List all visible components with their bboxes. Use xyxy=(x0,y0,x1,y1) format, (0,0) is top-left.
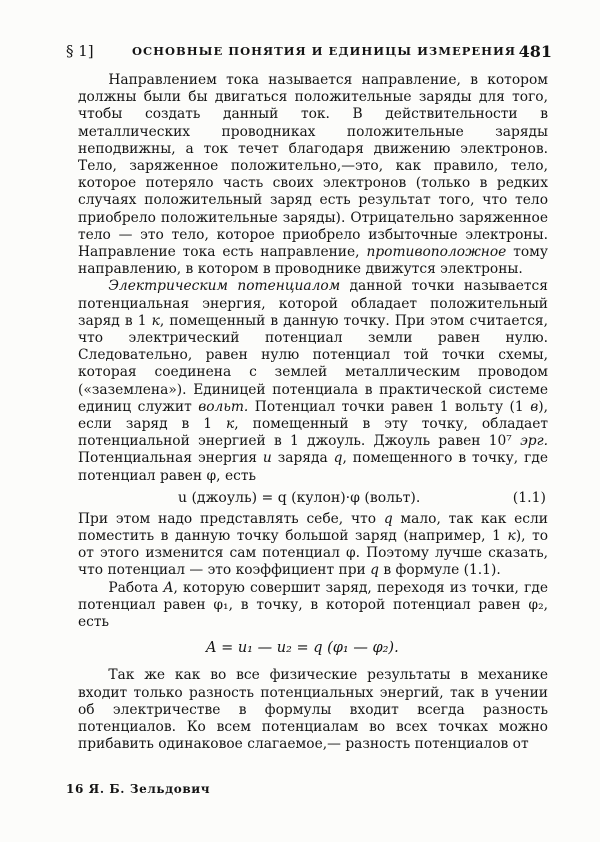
body-text xyxy=(78,72,548,753)
paragraph-potential-definition: Электрическим потенциалом данной точки называется потенциальная энергия, которой обладает положительный заряд в 1 к, помещенный в данную точку. При этом считается, что электрический потенциал земли равен нулю. Следовательно, равен нулю потенциал той точки схемы, которая соединена с землей металлическим проводом («заземлена»). Единицей потенциала в практической системе единиц служит вольт. Потенциал точки равен 1 вольту (1 в), если заряд в 1 к, помещенный в эту точку, обладает потенциальной энергией в 1 джоуль. Джоуль равен 10⁷ эрг. Потенциальная энергия u заряда q, помещенного в точку, где потенциал равен φ, есть xyxy=(78,278,549,484)
page-number: 481 xyxy=(518,42,552,61)
paragraph-small-charge: При этом надо представлять себе, что q мало, так как если поместить в данную точку большой заряд (например, 1 к), то от этого изменится сам потенциал φ. Поэтому лучше сказать, что потенциал — это коэффициент при q в формуле (1.1). xyxy=(78,510,549,579)
section-marker: § 1] xyxy=(66,42,94,60)
signature-mark: 16 Я. Б. Зельдович xyxy=(66,782,211,796)
running-header xyxy=(66,42,552,66)
equation-number: (1.1) xyxy=(512,489,546,506)
paragraph-work: Работа A, которую совершит заряд, переходя из точки, где потенциал равен φ₁, в точку, в которой потенциал равен φ₂, есть xyxy=(78,579,548,631)
running-title: ОСНОВНЫЕ ПОНЯТИЯ И ЕДИНИЦЫ ИЗМЕРЕНИЯ xyxy=(132,44,517,58)
formula-expression: u (джоуль) = q (кулон)·φ (вольт). xyxy=(178,489,421,506)
term-erg: эрг. xyxy=(520,433,548,450)
formula-1-1 xyxy=(78,487,548,509)
paragraph-potential-difference: Так же как во все физические результаты в механике входит только разность потенциальных энергий, так в учении об электричестве в формулы входит всегда разность потенциалов. Ко всем потенциалам во всех точках можно прибавить одинаковое слагаемое,— разность потенциалов от xyxy=(78,667,548,753)
formula-work-expression: A = u₁ — u₂ = q (φ₁ — φ₂). xyxy=(206,640,399,657)
term-electric-potential: Электрическим потенциалом xyxy=(108,278,341,295)
emphasis-opposite: противоположное xyxy=(366,244,507,261)
term-volt: вольт. xyxy=(198,398,249,415)
formula-work xyxy=(78,635,548,661)
paragraph-current-direction: Направлением тока называется направление, в котором должны были бы двигаться положительные заряды для того, чтобы создать данный ток. В действительности в металлических проводниках положительные заряды неподвижны, а ток течет благодаря движению электронов. Тело, заряженное положительно,—это, как правило, тело, которое потеряло часть своих электронов (только в редких случаях положительный заряд есть результат того, что тело приобрело положительные заряды). Отрицательно заряженное тело — это тело, которое приобрело избыточные электроны. Направление тока есть направление, противоположное тому направлению, в котором в проводнике движутся электроны. xyxy=(78,72,548,278)
